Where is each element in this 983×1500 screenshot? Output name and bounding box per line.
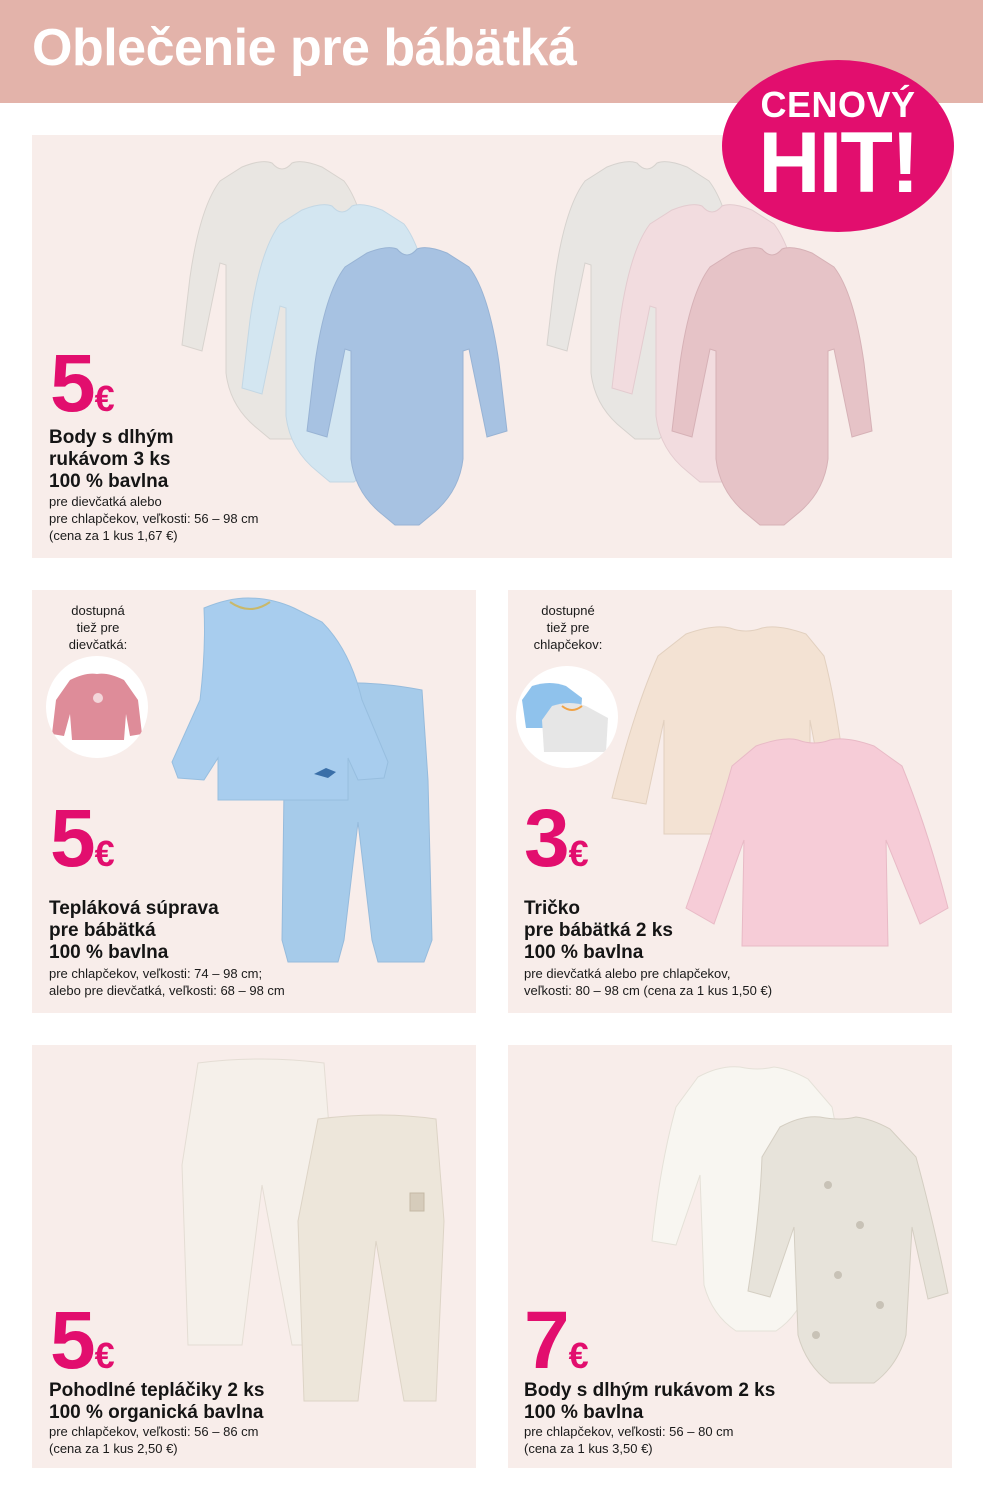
- currency-symbol: €: [568, 833, 589, 874]
- also-available-note: dostupné tiež pre chlapčekov:: [533, 603, 603, 652]
- price-value: 3: [524, 793, 567, 884]
- page-title: Oblečenie pre bábätká: [32, 19, 577, 77]
- product-description: pre dievčatká alebo pre chlapčekov, veľkosti: 56 – 98 cm (cena za 1 kus 1,67 €): [49, 494, 259, 543]
- product-card-wrap-bodysuits[interactable]: [508, 1045, 952, 1468]
- product-title: Tepláková súprava pre bábätká 100 % bavlna: [49, 898, 219, 963]
- product-title: Body s dlhým rukávom 3 ks 100 % bavlna: [49, 427, 174, 492]
- product-description: pre chlapčekov, veľkosti: 56 – 80 cm (cena za 1 kus 3,50 €): [524, 1424, 734, 1456]
- currency-symbol: €: [94, 1335, 115, 1376]
- price-value: 7: [524, 1295, 567, 1386]
- price-hit-badge: [722, 60, 954, 232]
- currency-symbol: €: [94, 378, 115, 419]
- product-title: Pohodlné tepláčiky 2 ks 100 % organická bavlna: [49, 1380, 265, 1423]
- boys-variant-thumbnail[interactable]: [516, 666, 618, 768]
- product-card-pants[interactable]: [32, 1045, 476, 1468]
- product-description: pre dievčatká alebo pre chlapčekov, veľkosti: 80 – 98 cm (cena za 1 kus 1,50 €): [524, 966, 773, 998]
- currency-symbol: €: [568, 1335, 589, 1376]
- badge-line-1: CENOVÝ: [760, 84, 916, 125]
- price-tag: [50, 1295, 115, 1386]
- product-card-tshirts[interactable]: [508, 590, 952, 1013]
- also-available-note: dostupná tiež pre dievčatká:: [68, 603, 128, 652]
- price-value: 5: [50, 338, 93, 429]
- price-tag: [524, 793, 589, 884]
- currency-symbol: €: [94, 833, 115, 874]
- price-value: 5: [50, 793, 93, 884]
- pink-tracksuit-image: [46, 656, 148, 758]
- girls-variant-thumbnail[interactable]: [46, 656, 148, 758]
- product-card-tracksuit[interactable]: [32, 590, 476, 1013]
- price-tag: [524, 1295, 589, 1386]
- product-title: Tričko pre bábätká 2 ks 100 % bavlna: [524, 898, 673, 963]
- boys-tshirts-image: [516, 666, 618, 768]
- product-title: Body s dlhým rukávom 2 ks 100 % bavlna: [524, 1380, 776, 1423]
- product-description: pre chlapčekov, veľkosti: 56 – 86 cm (cena za 1 kus 2,50 €): [49, 1424, 259, 1456]
- badge-line-2: HIT!: [758, 115, 918, 211]
- price-tag: [50, 793, 115, 884]
- price-value: 5: [50, 1295, 93, 1386]
- price-tag: [50, 338, 115, 429]
- product-description: pre chlapčekov, veľkosti: 74 – 98 cm; alebo pre dievčatká, veľkosti: 68 – 98 cm: [49, 966, 285, 998]
